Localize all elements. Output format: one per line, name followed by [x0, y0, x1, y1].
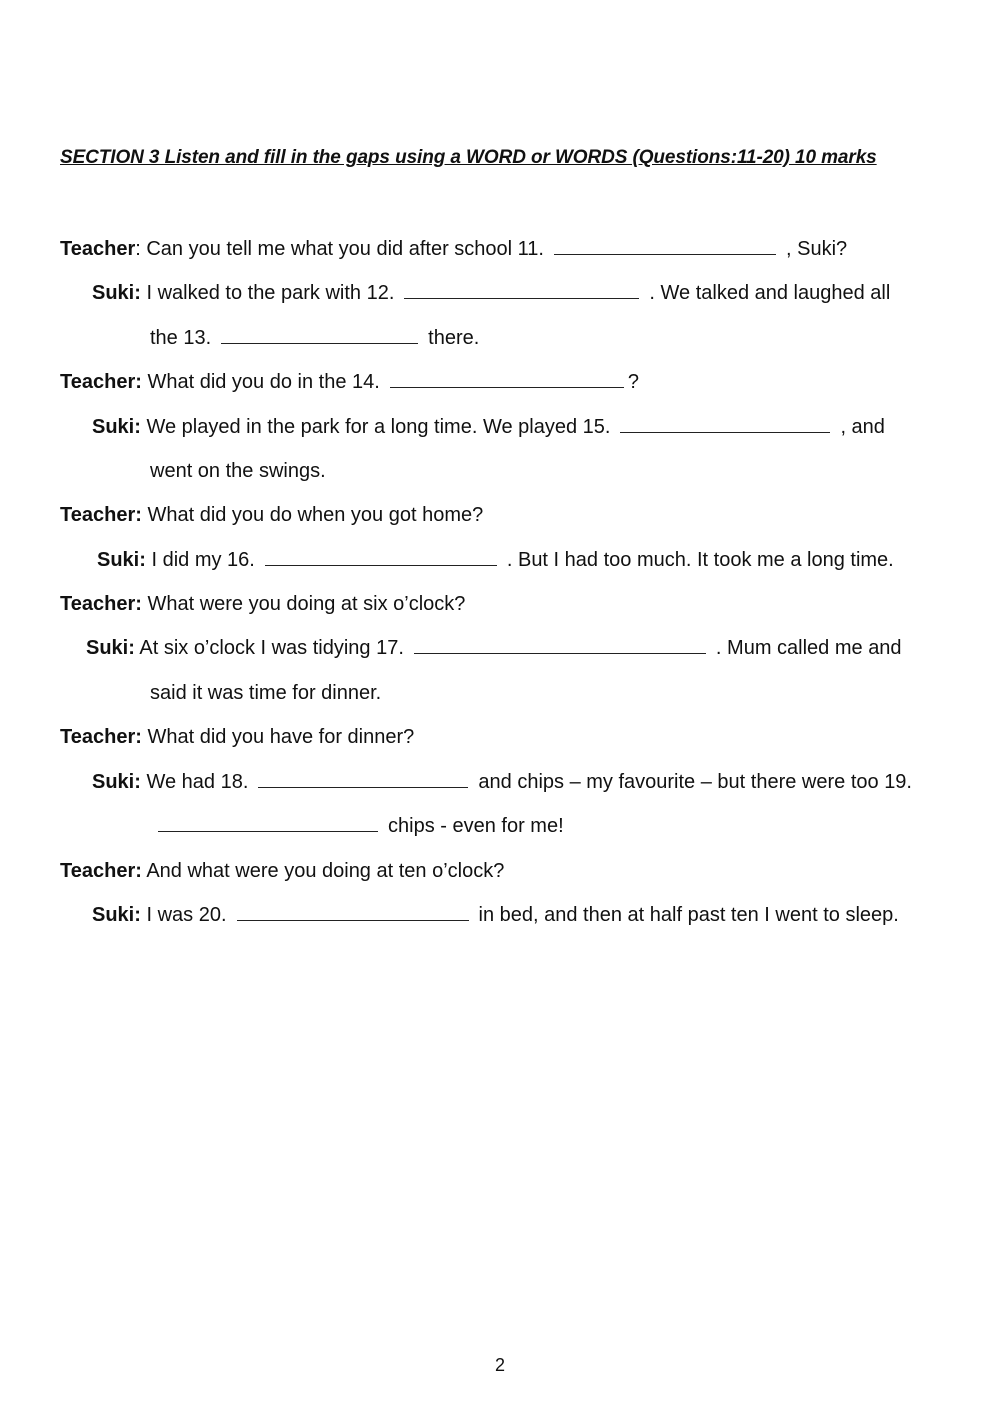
speaker-label: Teacher: [60, 238, 136, 260]
answer-blank-18[interactable]: [258, 770, 468, 788]
speaker-label: Suki:: [86, 637, 135, 659]
line-text: ?: [627, 371, 639, 393]
section-heading: SECTION 3 Listen and fill in the gaps using a WORD or WORDS (Questions:11-20) 10 marks: [60, 147, 877, 168]
page-number: 2: [494, 1355, 505, 1375]
speaker-label: Teacher:: [60, 593, 142, 615]
line-text: What were you doing at six o’clock?: [147, 593, 466, 615]
line-text: chips - even for me!: [388, 815, 564, 837]
line-text: said it was time for dinner.: [150, 682, 382, 704]
answer-blank-17[interactable]: [414, 636, 706, 654]
dialogue-line-teacher-q14: [60, 370, 639, 394]
dialogue-line-suki-q18: [92, 770, 912, 794]
line-text: in bed, and then at half past ten I went to sleep.: [478, 904, 899, 926]
line-text: I walked to the park with 12.: [146, 282, 395, 304]
line-text: there.: [428, 327, 480, 349]
answer-blank-13[interactable]: [221, 326, 418, 344]
dialogue-line-continuation: [150, 681, 381, 705]
dialogue-line-teacher-q11: Teacher: Can you tell me what you did after school 11. , Suki?: [60, 238, 848, 260]
dialogue-line-teacher: [60, 503, 483, 527]
answer-blank-11[interactable]: [554, 237, 776, 255]
dialogue-line-suki-q16: [97, 548, 894, 572]
speaker-label: Suki:: [92, 904, 141, 926]
line-text: And what were you doing at ten o’clock?: [146, 860, 505, 882]
answer-blank-14[interactable]: [390, 370, 624, 388]
dialogue-line-teacher: [60, 859, 504, 883]
dialogue-line-continuation: [150, 459, 326, 483]
line-text: What did you do in the 14.: [147, 371, 380, 393]
speaker-label: Teacher:: [60, 726, 142, 748]
dialogue-line-teacher: [60, 725, 414, 749]
answer-blank-12[interactable]: [404, 281, 639, 299]
dialogue-line-teacher: [60, 592, 465, 616]
line-text: . Mum called me and: [715, 637, 902, 659]
speaker-label: Suki:: [92, 282, 141, 304]
line-text: and chips – my favourite – but there were too 19.: [478, 771, 912, 793]
speaker-label: Teacher:: [60, 504, 142, 526]
answer-blank-16[interactable]: [265, 548, 497, 566]
dialogue-line-suki-q15: [92, 415, 885, 439]
line-text: What did you have for dinner?: [147, 726, 415, 748]
speaker-label: Teacher:: [60, 860, 142, 882]
dialogue-line-suki-q20: [92, 903, 899, 927]
speaker-label: Suki:: [97, 549, 146, 571]
speaker-label: Suki:: [92, 416, 141, 438]
speaker-label: Teacher:: [60, 371, 142, 393]
answer-blank-19[interactable]: [158, 814, 378, 832]
line-text: I was 20.: [146, 904, 227, 926]
line-text: I did my 16.: [151, 549, 255, 571]
line-text: At six o’clock I was tidying 17.: [139, 637, 404, 659]
line-text: We had 18.: [146, 771, 249, 793]
line-text: What did you do when you got home?: [147, 504, 484, 526]
line-text: , Suki?: [786, 238, 848, 260]
answer-blank-20[interactable]: [237, 903, 469, 921]
dialogue-line-continuation-q19: [148, 814, 564, 838]
dialogue-line-continuation-q13: [150, 326, 479, 350]
line-text: went on the swings.: [150, 460, 326, 482]
dialogue-line-suki-q12: [92, 281, 890, 305]
line-text: We played in the park for a long time. We played 15.: [146, 416, 611, 438]
dialogue-line-suki-q17: [86, 636, 902, 660]
line-text: . We talked and laughed all: [649, 282, 891, 304]
line-text: , and: [840, 416, 885, 438]
speaker-label: Suki:: [92, 771, 141, 793]
line-text: the 13.: [150, 327, 212, 349]
line-text: Can you tell me what you did after school 11.: [146, 238, 544, 260]
answer-blank-15[interactable]: [620, 415, 830, 433]
line-text: . But I had too much. It took me a long time.: [506, 549, 894, 571]
